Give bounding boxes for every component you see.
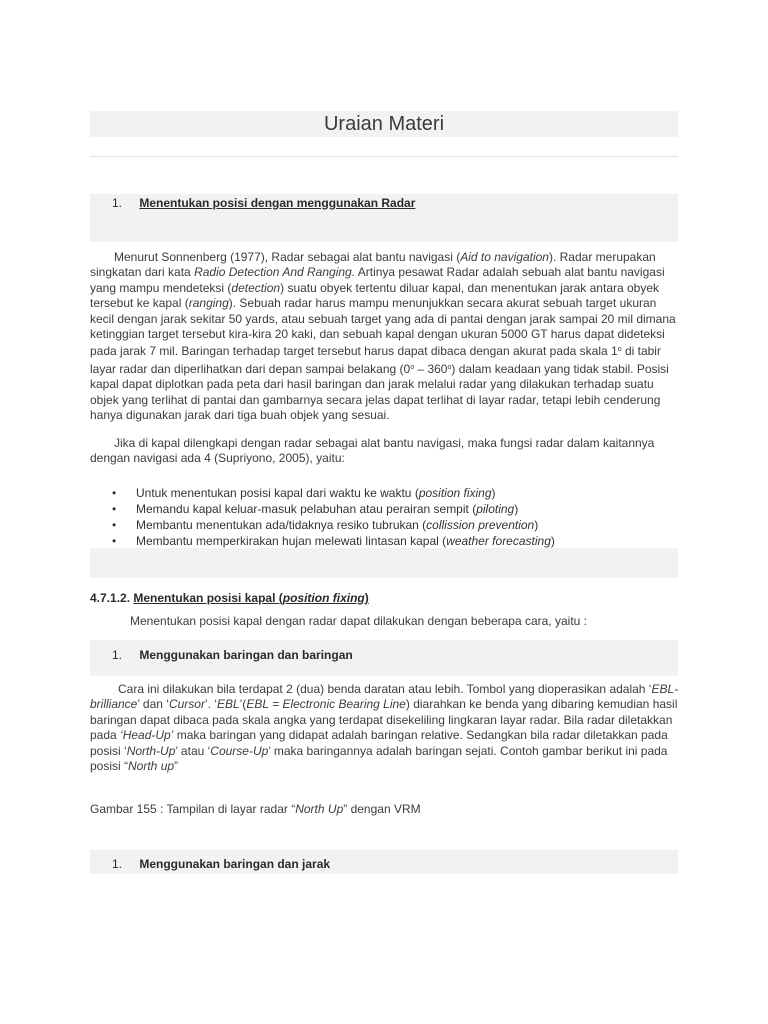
radar-functions-list xyxy=(90,485,678,549)
section1-heading xyxy=(90,195,415,211)
section1-paragraph-1: Menurut Sonnenberg (1977), Radar sebagai alat bantu navigasi (Aid to navigation). Radar merupakan singkatan dari kata Radio Detection And Ranging. Artinya pesawat Radar adalah sebuah alat bantu navigasi yang mampu mendeteksi (detection) suatu obyek tertentu diluar kapal, dan menentukan jarak antara obyek tersebut ke kapal (ranging). Sebuah radar harus mampu menunjukkan secara akurat sebuah target ukuran kecil dengan jarak sekitar 50 yards, atau sebuah target yang ada di pantai dengan jarak sampai 20 mil dimana ketinggian target tersebut kira-kira 20 kaki, dan sebuah kapal dengan ukuran 5000 GT harus dapat dideteksi pada jarak 7 mil. Baringan terhadap target tersebut harus dapat dibaca dengan akurat pada skala 1$^o$ di tabir layar radar dan diperlihatkan dari depan sampai belakang (0$^o$ – 360$^o$) dalam keadaan yang tidak stabil. Posisi kapal dapat diplotkan pada peta dari hasil baringan dan jarak melalui radar yang dilakukan terhadap suatu objek yang terlihat di pantai dan gambarnya secara jelas dapat terlihat di layar radar, tetapi lebih cenderung hanya digunakan jarak dari tiga buah objek yang sesuai. xyxy=(90,250,676,423)
section1-heading-text: Menentukan posisi dengan menggunakan Radar xyxy=(139,196,416,210)
list-item: • Membantu memperkirakan hujan melewati lintasan kapal (weather forecasting) xyxy=(90,533,678,549)
section2-heading-text: Menentukan posisi kapal (position fixing) xyxy=(133,591,369,605)
section2-number: 4.7.1.2. xyxy=(90,591,131,605)
divider xyxy=(90,156,678,157)
list-item: • Memandu kapal keluar-masuk pelabuhan atau perairan sempit (piloting) xyxy=(90,501,678,517)
sub1-paragraph: Cara ini dilakukan bila terdapat 2 (dua) benda daratan atau lebih. Tombol yang dioperasikan adalah ‘EBL-brilliance’ dan ‘Cursor’. ‘EBL’(EBL = Electronic Bearing Line) diarahkan ke benda yang dibaring kemudian hasil baringan dapat dibaca pada skala angka yang terdapat disekeliling lingkaran layar radar. Bila radar diletakkan pada ‘Head-Up’ maka baringan yang didapat adalah baringan relative. Sedangkan bila radar diletakkan pada posisi ‘North-Up’ atau ‘Course-Up’ maka baringannya adalah baringan sejati. Contoh gambar berikut ini pada posisi “North up” xyxy=(90,682,679,774)
list-end-band xyxy=(90,548,678,578)
section1-paragraph-2: Jika di kapal dilengkapi dengan radar sebagai alat bantu navigasi, maka fungsi radar dalam kaitannya dengan navigasi ada 4 (Supriyono, 2005), yaitu: xyxy=(90,436,655,466)
section2-heading xyxy=(90,590,369,606)
sub1-number: 1. xyxy=(112,648,123,662)
section1-number: 1. xyxy=(112,196,123,210)
list-item: • Untuk menentukan posisi kapal dari waktu ke waktu (position fixing) xyxy=(90,485,678,501)
page-title: Uraian Materi xyxy=(90,111,678,137)
sub1-heading xyxy=(90,647,353,663)
list-item: • Membantu menentukan ada/tidaknya resiko tubrukan (collission prevention) xyxy=(90,517,678,533)
sub2-heading-text: Menggunakan baringan dan jarak xyxy=(139,857,331,871)
figure-caption: Gambar 155 : Tampilan di layar radar “North Up” dengan VRM xyxy=(90,802,421,816)
sub2-heading xyxy=(90,856,330,872)
sub2-number: 1. xyxy=(112,857,123,871)
sub1-heading-text: Menggunakan baringan dan baringan xyxy=(139,648,353,662)
section2-intro: Menentukan posisi kapal dengan radar dapat dilakukan dengan beberapa cara, yaitu : xyxy=(130,614,587,628)
